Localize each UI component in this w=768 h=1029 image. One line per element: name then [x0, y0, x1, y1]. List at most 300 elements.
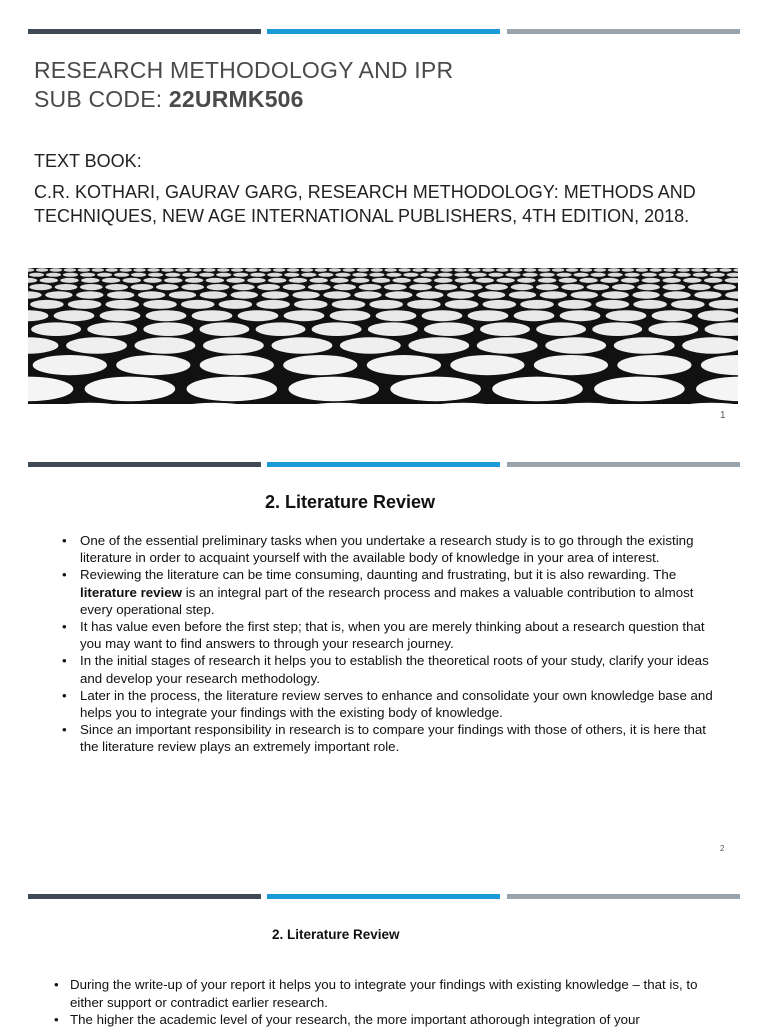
disc — [727, 273, 738, 277]
disc — [330, 278, 348, 283]
disc — [386, 273, 401, 277]
disc — [600, 278, 618, 283]
textbook-reference: C.R. KOTHARI, GAURAV GARG, RESEARCH METHODOLOGY: METHODS AND TECHNIQUES, NEW AGE INTERNATIONAL PUBLISHERS, 4TH EDITION, 2018. — [34, 182, 696, 226]
slide-heading: 2. Literature Review — [264, 492, 436, 512]
disc — [105, 284, 128, 290]
disc — [55, 284, 78, 290]
disc — [159, 403, 270, 404]
slide-heading: 2. Literature Review — [272, 927, 400, 942]
disc — [538, 278, 556, 283]
accent-bar-dark — [28, 894, 261, 899]
disc — [301, 268, 313, 271]
disc — [143, 322, 193, 336]
disc — [256, 322, 306, 336]
disc — [594, 377, 685, 402]
disc — [231, 291, 258, 298]
disc — [250, 273, 265, 277]
bullet-marker: • — [54, 977, 59, 992]
disc — [540, 291, 567, 298]
dotted-surface-photo — [28, 268, 738, 404]
disc — [207, 284, 230, 290]
disc — [407, 300, 441, 309]
bullet-text: It has value even before the first step; that is, when you are merely thinking about a research question that you may want to find answers to through your research journey. — [80, 619, 705, 652]
disc — [509, 291, 536, 298]
disc — [335, 273, 350, 277]
disc — [587, 284, 610, 290]
disc — [107, 291, 134, 298]
disc — [403, 273, 418, 277]
disc — [359, 284, 382, 290]
disc — [267, 273, 282, 277]
disc — [78, 268, 90, 271]
slide-3 — [0, 880, 768, 1027]
disc — [329, 268, 341, 271]
disc — [538, 268, 550, 271]
disc — [87, 322, 137, 336]
disc — [454, 273, 469, 277]
disc — [612, 284, 635, 290]
disc — [710, 273, 725, 277]
slide-1 — [0, 0, 768, 440]
disc — [283, 284, 306, 290]
disc — [478, 291, 505, 298]
disc — [614, 337, 675, 353]
disc — [315, 268, 327, 271]
disc — [468, 310, 509, 321]
disc — [323, 291, 350, 298]
disc — [203, 268, 215, 271]
disc — [733, 268, 738, 271]
disc — [524, 268, 536, 271]
disc — [398, 268, 410, 271]
disc — [333, 284, 356, 290]
disc — [688, 284, 711, 290]
disc — [608, 273, 623, 277]
accent-bars — [28, 894, 740, 899]
disc — [496, 278, 514, 283]
disc — [482, 268, 494, 271]
disc — [454, 268, 466, 271]
disc — [709, 300, 738, 309]
disc — [591, 273, 606, 277]
disc — [332, 300, 366, 309]
disc — [217, 268, 229, 271]
disc — [308, 284, 331, 290]
disc — [408, 403, 519, 404]
disc — [534, 355, 608, 375]
disc — [123, 278, 141, 283]
disc — [318, 273, 333, 277]
disc — [164, 278, 182, 283]
disc — [580, 268, 592, 271]
disc — [536, 322, 586, 336]
disc — [574, 273, 589, 277]
accent-bar-grey — [507, 29, 740, 34]
disc — [181, 300, 215, 309]
disc — [676, 273, 691, 277]
disc — [632, 291, 659, 298]
disc — [725, 291, 738, 298]
slide-title — [34, 56, 453, 114]
disc — [106, 300, 140, 309]
disc — [200, 355, 274, 375]
disc — [437, 273, 452, 277]
disc — [694, 291, 721, 298]
disc — [505, 273, 520, 277]
list-item — [62, 721, 722, 755]
disc — [189, 268, 201, 271]
disc — [393, 278, 411, 283]
disc — [385, 268, 397, 271]
disc — [187, 377, 278, 402]
disc — [385, 291, 412, 298]
disc — [412, 268, 424, 271]
disc — [273, 268, 285, 271]
disc — [648, 322, 698, 336]
disc — [480, 322, 530, 336]
disc — [272, 337, 333, 353]
disc — [29, 284, 52, 290]
disc — [30, 300, 64, 309]
disc — [376, 310, 417, 321]
disc — [33, 355, 107, 375]
disc — [483, 300, 517, 309]
disc — [182, 273, 197, 277]
disc — [116, 355, 190, 375]
disc — [147, 268, 159, 271]
list-item — [54, 976, 734, 1011]
disc — [262, 291, 289, 298]
disc — [148, 273, 163, 277]
course-title: RESEARCH METHODOLOGY AND IPR — [34, 57, 454, 83]
disc — [705, 322, 738, 336]
disc — [200, 322, 250, 336]
disc — [92, 268, 104, 271]
disc — [460, 284, 483, 290]
disc — [120, 268, 132, 271]
disc — [455, 278, 473, 283]
disc — [545, 337, 606, 353]
disc — [192, 310, 233, 321]
bullet-text: is an integral part of the research process and makes a valuable contribution to almost every operational step. — [80, 584, 694, 617]
disc — [652, 310, 693, 321]
disc — [35, 403, 146, 404]
disc — [663, 278, 681, 283]
disc — [97, 273, 112, 277]
disc — [663, 284, 686, 290]
accent-bar-blue — [267, 462, 500, 467]
bullet-marker: • — [62, 619, 67, 635]
disc — [206, 278, 224, 283]
disc — [559, 278, 577, 283]
disc — [416, 291, 443, 298]
disc — [625, 273, 640, 277]
disc — [232, 284, 255, 290]
disc — [413, 278, 431, 283]
disc — [102, 278, 120, 283]
disc — [682, 337, 738, 353]
disc — [369, 273, 384, 277]
disc — [594, 268, 606, 271]
disc — [557, 273, 572, 277]
disc — [678, 268, 690, 271]
disc — [476, 278, 494, 283]
bullet-list — [62, 532, 722, 756]
disc — [106, 268, 118, 271]
disc — [445, 300, 479, 309]
bullet-emphasis: literature review — [80, 584, 182, 600]
disc — [713, 284, 736, 290]
disc — [511, 284, 534, 290]
bullet-marker: • — [62, 567, 67, 583]
disc — [560, 310, 601, 321]
accent-bar-blue — [267, 894, 500, 899]
disc — [54, 310, 95, 321]
disc — [238, 310, 279, 321]
disc — [579, 278, 597, 283]
disc — [602, 291, 629, 298]
disc — [390, 377, 481, 402]
sub-code-line — [34, 85, 453, 114]
list-item — [62, 618, 722, 652]
disc — [352, 273, 367, 277]
disc — [701, 355, 738, 375]
disc — [351, 278, 369, 283]
list-item — [62, 532, 722, 566]
disc — [66, 337, 127, 353]
disc — [185, 278, 203, 283]
disc — [64, 268, 76, 271]
disc — [536, 284, 559, 290]
disc — [671, 300, 705, 309]
disc — [28, 268, 34, 271]
disc — [659, 273, 674, 277]
bullet-text: One of the essential preliminary tasks when you undertake a research study is to go through the existing literature in order to acquaint yourself with the available body of knowledge in your area of interest. — [80, 533, 694, 566]
disc — [28, 278, 37, 283]
accent-bar-dark — [28, 29, 261, 34]
disc — [175, 268, 187, 271]
disc — [471, 273, 486, 277]
disc — [477, 337, 538, 353]
disc — [633, 300, 667, 309]
disc — [28, 291, 42, 298]
disc — [231, 268, 243, 271]
disc — [693, 273, 708, 277]
disc — [552, 268, 564, 271]
disc — [705, 268, 717, 271]
disc — [135, 337, 196, 353]
bullet-marker: • — [54, 1012, 59, 1027]
disc — [100, 310, 141, 321]
disc — [704, 278, 722, 283]
disc — [696, 377, 738, 402]
bullet-marker: • — [62, 653, 67, 669]
disc — [288, 377, 379, 402]
disc — [330, 310, 371, 321]
bullet-text: Reviewing the literature can be time consuming, daunting and frustrating, but it is also rewarding. The — [80, 567, 677, 583]
disc — [114, 273, 129, 277]
disc — [131, 284, 154, 290]
disc — [219, 300, 253, 309]
disc — [292, 291, 319, 298]
disc — [514, 310, 555, 321]
disc — [656, 403, 738, 404]
disc — [80, 273, 95, 277]
disc — [435, 284, 458, 290]
disc — [143, 278, 161, 283]
disc — [540, 273, 555, 277]
disc — [422, 310, 463, 321]
bullet-text: In the initial stages of research it helps you to establish the theoretical roots of your study, clarify your ideas and develop your research methodology. — [80, 653, 709, 686]
disc — [488, 273, 503, 277]
disc — [450, 355, 524, 375]
disc — [40, 278, 58, 283]
disc — [719, 268, 731, 271]
disc — [384, 284, 407, 290]
disc — [663, 291, 690, 298]
disc — [367, 355, 441, 375]
bullet-text: During the write-up of your report it helps you to integrate your findings with existing knowledge – that is, to either support or contradict earlier research. — [70, 977, 698, 1010]
disc — [698, 310, 738, 321]
disc — [28, 337, 58, 353]
disc — [691, 268, 703, 271]
disc — [642, 273, 657, 277]
disc — [233, 273, 248, 277]
bullet-marker: • — [62, 722, 67, 738]
disc — [650, 268, 662, 271]
disc — [156, 284, 179, 290]
disc — [725, 278, 738, 283]
bullet-text: Since an important responsibility in research is to compare your findings with those of others, it is here that the literature review plays an extremely important role. — [80, 722, 706, 755]
disc — [492, 377, 583, 402]
disc — [133, 268, 145, 271]
disc — [621, 278, 639, 283]
disc — [424, 322, 474, 336]
bullet-list — [54, 976, 734, 1029]
disc — [561, 284, 584, 290]
disc — [28, 377, 73, 402]
disc — [636, 268, 648, 271]
disc — [85, 377, 176, 402]
disc — [485, 284, 508, 290]
disc — [447, 291, 474, 298]
disc — [28, 310, 48, 321]
disc — [29, 273, 44, 277]
disc — [558, 300, 592, 309]
disc — [517, 278, 535, 283]
disc — [259, 268, 271, 271]
bullet-marker: • — [62, 533, 67, 548]
disc — [608, 268, 620, 271]
disc — [510, 268, 522, 271]
disc — [256, 300, 290, 309]
disc — [60, 278, 78, 283]
disc — [203, 337, 264, 353]
disc — [68, 300, 102, 309]
disc — [637, 284, 660, 290]
disc — [566, 268, 578, 271]
list-item — [62, 652, 722, 686]
page-number: 1 — [720, 410, 726, 421]
disc — [312, 322, 362, 336]
disc — [357, 268, 369, 271]
list-item — [62, 687, 722, 721]
disc — [523, 273, 538, 277]
disc — [50, 268, 62, 271]
bullet-marker: • — [62, 687, 67, 703]
disc — [622, 268, 634, 271]
disc — [268, 278, 286, 283]
disc — [434, 278, 452, 283]
disc — [354, 291, 381, 298]
disc — [199, 273, 214, 277]
disc — [31, 322, 81, 336]
disc — [257, 284, 280, 290]
disc — [284, 403, 395, 404]
disc — [283, 355, 357, 375]
disc — [310, 278, 328, 283]
list-item — [54, 1011, 734, 1029]
disc — [343, 268, 355, 271]
disc — [169, 291, 196, 298]
disc — [247, 278, 265, 283]
disc — [131, 273, 146, 277]
disc — [409, 284, 432, 290]
disc — [664, 268, 676, 271]
disc — [81, 278, 99, 283]
accent-bars — [28, 29, 740, 34]
disc — [161, 268, 173, 271]
accent-bar-grey — [507, 894, 740, 899]
bullet-text: Later in the process, the literature review serves to enhance and consolidate your own knowledge base and helps you to integrate your findings with the existing body of knowledge. — [80, 687, 713, 721]
disc — [284, 310, 325, 321]
disc — [46, 273, 61, 277]
disc — [372, 278, 390, 283]
disc — [181, 284, 204, 290]
disc — [606, 310, 647, 321]
disc — [368, 322, 418, 336]
disc — [143, 300, 177, 309]
disc — [226, 278, 244, 283]
sub-code-label: SUB CODE: — [34, 86, 169, 112]
disc — [146, 310, 187, 321]
disc — [420, 273, 435, 277]
sub-code-value: 22URMK506 — [168, 86, 304, 112]
slide-2 — [0, 440, 768, 880]
disc — [294, 300, 328, 309]
accent-bar-dark — [28, 462, 261, 467]
disc — [440, 268, 452, 271]
disc — [76, 291, 103, 298]
disc — [520, 300, 554, 309]
disc — [683, 278, 701, 283]
accent-bar-blue — [267, 29, 500, 34]
disc — [408, 337, 469, 353]
disc — [571, 291, 598, 298]
disc — [642, 278, 660, 283]
list-item — [62, 566, 722, 618]
disc — [36, 268, 48, 271]
disc — [496, 268, 508, 271]
disc — [165, 273, 180, 277]
disc — [340, 337, 401, 353]
disc — [289, 278, 307, 283]
disc — [200, 291, 227, 298]
disc — [80, 284, 103, 290]
disc — [617, 355, 691, 375]
accent-bars — [28, 462, 740, 467]
disc — [426, 268, 438, 271]
